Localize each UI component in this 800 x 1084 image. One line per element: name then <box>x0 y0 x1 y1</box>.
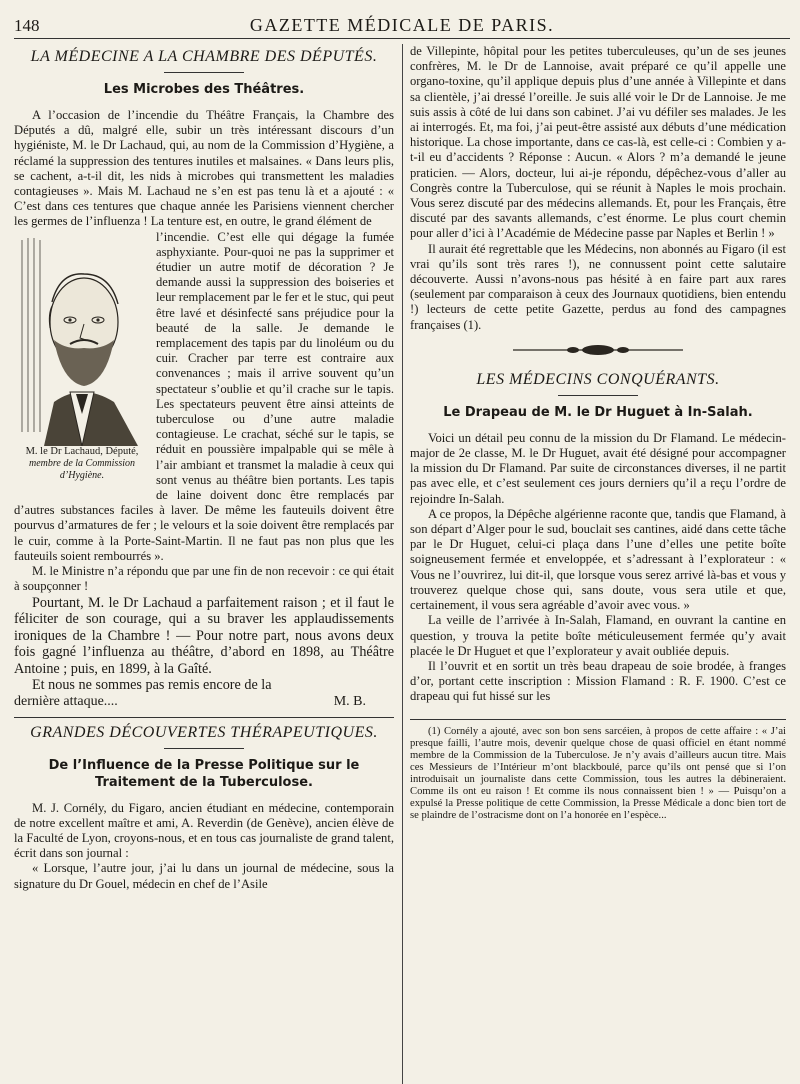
columns <box>14 44 790 1067</box>
paragraph: « Lorsque, l’autre jour, j’ai lu dans un journal de médecine, sous la signature du Dr Gouel, médecin en chef de l’Asile <box>14 861 394 891</box>
paragraph: A ce propos, la Dépêche algérienne raconte que, tandis que Flamand, à son départ d’Alger pour le sud, bouclait ses cantines, aidé dans cette tâche par le Dr Huguet, celui-ci plaça dans l’une d’elles une petite boîte soigneusement fermée et enveloppée, et s’adressant à l’explorateur : « Vous ne l’ouvrirez, lui dit-il, que lorsque vous serez arrivé là-bas et vous y trouverez quelque chose qui, sans doute, vous sera utile et que, certainement, il vous sera agréable d’avoir avec vous. » <box>410 506 786 613</box>
paragraph: Pourtant, M. le Dr Lachaud a parfaitement raison ; et il faut le féliciter de son courage, qui a su braver les applaudissements ironiques de la Chambre ! — Pour notre part, nous avons deux fois gagné l’influenza au théâtre, d’abord en 1898, au Théâtre Antoine ; puis, en 1899, à la Gaîté. <box>14 594 394 677</box>
signature: M. B. <box>333 694 366 710</box>
footnote <box>410 726 786 823</box>
divider <box>14 717 394 718</box>
column-divider <box>402 44 403 1084</box>
signature-line <box>14 694 394 711</box>
paragraph: A l’occasion de l’incendie du Théâtre Français, la Chambre des Députés a dû, malgré elle, subir un très intéressant discours d’un hygiéniste, M. le Dr Lachaud, qui, au nom de la Commission d’Hygiène, a réclamé la suppression des tentures inutiles et malsaines. « Dans leurs plis, se cachent, a-t-il dit, les nids à microbes qui transmettent les maladies contagieuses ». Mais M. Lachaud ne s’en est pas tenu là et a ajouté : « C’est dans ces tentures que chaque année les Parisiens viennent chercher les germes de l’influenza ! La tenture est, en outre, le grand élément de <box>14 108 394 229</box>
article-title-drapeau: Le Drapeau de M. le Dr Huguet à In-Salah. <box>443 404 753 420</box>
right-column <box>410 44 786 822</box>
paragraph: Il l’ouvrit et en sortit un très beau drapeau de soie brodée, à franges d’or, portant cette inscription : Mission Flamand : R. F. 1900. C’est ce drapeau qui fut hissé sur les <box>410 658 786 704</box>
footnote-rule <box>410 719 786 720</box>
paragraph: M. le Ministre n’a répondu que par une fin de non recevoir : ce qui était à soupçonner ! <box>14 564 394 594</box>
article-title-microbes: Les Microbes des Théâtres. <box>103 82 305 97</box>
title-line: Traitement de la Tuberculose. <box>95 774 313 790</box>
paragraph: l’incendie. C’est elle qui dégage la fumée asphyxiante. Pour-quoi ne pas la supprimer et étudier un autre motif de décoration ? Je demande aussi la suppression des boiseries et leur remplacement par le fer et le stuc, qui peut être lavé et désinfecté sans préjudice pour la beauté de la salle. Je demande le remplacement des tapis par du linoléum ou du cuir. Cracher par terre est contraire aux convenances ; mais il arrive souvent qu’un spectateur s’oublie et qu’il crache sur le tapis. Les spectateurs peuvent être ainsi atteints de tuberculose ou d’une autre maladie contagieuse. Le crachat, séché sur le tapis, se réduit en poussière impalpable qui se mêle à l’air ambiant et transmet la maladie à ceux qui sont venus au théâtre bien portants. Les tapis de laine doivent donc être remplacés par d’autres substances faciles à laver. De même les fauteuils doivent être pourvus d’armatures de fer ; le velours et la soie doivent être remplacés par le cuir, comme à la Porte-Saint-Martin. Il ne faut pas non plus que les fauteuils soient rembourrés ». <box>14 229 394 563</box>
article-title-presse <box>14 757 394 791</box>
newspaper-page <box>14 12 790 1067</box>
caption-line: d’Hygiène. <box>59 469 105 481</box>
left-column <box>14 44 394 892</box>
closing-text: dernière attaque.... <box>14 694 118 710</box>
page-number: 148 <box>14 16 40 35</box>
title-line: De l’Influence de la Presse Politique sur le <box>48 757 360 773</box>
caption-line: M. le Dr Lachaud, Député, <box>25 445 139 457</box>
section-rule <box>558 395 638 396</box>
section-heading-chambre: LA MÉDECINE A LA CHAMBRE DES DÉPUTÉS. <box>30 48 378 65</box>
ornament-divider <box>410 343 786 357</box>
paragraph: de Villepinte, hôpital pour les petites tuberculeuses, qu’un de ses jeunes confrères, M. le Dr de Lannoise, avait préparé ce qu’il appelle une organo-toxine, qu’il applique depuis plus d’une année à Villepinte et dans sa clientèle, j’ai dressé l’oreille. Je suis allé voir le Dr de Lannoise. Je me suis assis à côté de lui dans son cabinet. J’ai vu défiler ses malades. Je les ai interrogés. Et, ma foi, j’ai peut-être assisté aux débuts d’une médication historique. La chose importante, dans ce cas-là, est celle-ci : Combien y a-t-il eu d’accidents ? Réponse : Aucun. « Alors ? m’a demandé le jeune praticien. — Alors, docteur, lui ai-je répondu, dépêchez-vous d’aller au Congrès contre la Tuberculose, qui se réunit à Naples le mois prochain. Vous serez discuté par des médecins allemands. Et, pour les Français, être discuté par des savants allemands, c’est énorme. Le plus court chemin pour aller d’ici à l’Académie de Médecine passe par Naples et Berlin ! » <box>410 44 786 241</box>
paragraph: Voici un détail peu connu de la mission du Dr Flamand. Le médecin-major de 2e classe, M. le Dr Huguet, avait été désigné pour accompagner la mission du Dr Flamand. Par suite de circonstances diverses, il ne partit pas avec elle, et c’est seulement ces jours derniers qu’il a reçu l’ordre de rejoindre In-Salah. <box>410 430 786 506</box>
paragraph: Il aurait été regrettable que les Médecins, non abonnés au Figaro (il est vrai qu’ils sont très rares !), ne connussent point cette salutaire découverte. Aussi n’avons-nous pas hésité à en faire part aux rares (seulement par comparaison à ceux des Journaux quotidiens, bien entendu !) lecteurs de cette petite Gazette, perdus au fond des campagnes françaises (1). <box>410 241 786 332</box>
section-rule <box>164 748 244 749</box>
paragraph: La veille de l’arrivée à In-Salah, Flamand, en ouvrant la cantine en question, y trouva la petite boîte méticuleusement fermée qu’y avait placée le Dr Huguet et que l’explorateur y avait oubliée depuis. <box>410 613 786 658</box>
section-heading-conquerants: LES MÉDECINS CONQUÉRANTS. <box>476 370 720 388</box>
portrait-engraving-icon <box>14 232 150 446</box>
caption-line: membre de la Commission <box>28 457 135 469</box>
section-heading-decouvertes: GRANDES DÉCOUVERTES THÉRAPEUTIQUES. <box>30 723 378 741</box>
paragraph: Et nous ne sommes pas remis encore de la <box>32 677 272 694</box>
ornament-icon <box>513 343 683 357</box>
portrait-caption <box>14 446 150 482</box>
paragraph: M. J. Cornély, du Figaro, ancien étudiant en médecine, contemporain de notre excellent maître et ami, A. Reverdin (de Genève), ancien élève de la Faculté de Lyon, croyons-nous, et en tous cas journaliste de grand talent, écrit dans son journal : <box>14 800 394 861</box>
footnote-text: (1) Cornély a ajouté, avec son bon sens sarcéien, à propos de cette affaire : « J’ai presque failli, l’autre mois, devenir quelque chose de quasi officiel en étant nommé membre de la Commission de la Tuberculose. Je n’y avais d’ailleurs aucun titre. Mais ces Messieurs de l’Intérieur m’ont blackboulé, parce qu’ils ont pensé que si l’on introduisait un journaliste dans cette Commission, tous les autres la débineraient. Comme ils ont eu raison ! Et comme ils nous connaissent bien ! » — Puisqu’on a expulsé la Presse politique de cette Commission, la Presse Médicale a donc bien tort de se plaindre de l’ostracisme dont on l’a honorée en l’espèce... <box>410 725 786 822</box>
large-type-block <box>14 595 394 695</box>
section-rule <box>164 72 244 73</box>
running-title: GAZETTE MÉDICALE DE PARIS. <box>249 15 555 35</box>
portrait-figure <box>14 232 150 494</box>
page-header <box>14 12 790 39</box>
